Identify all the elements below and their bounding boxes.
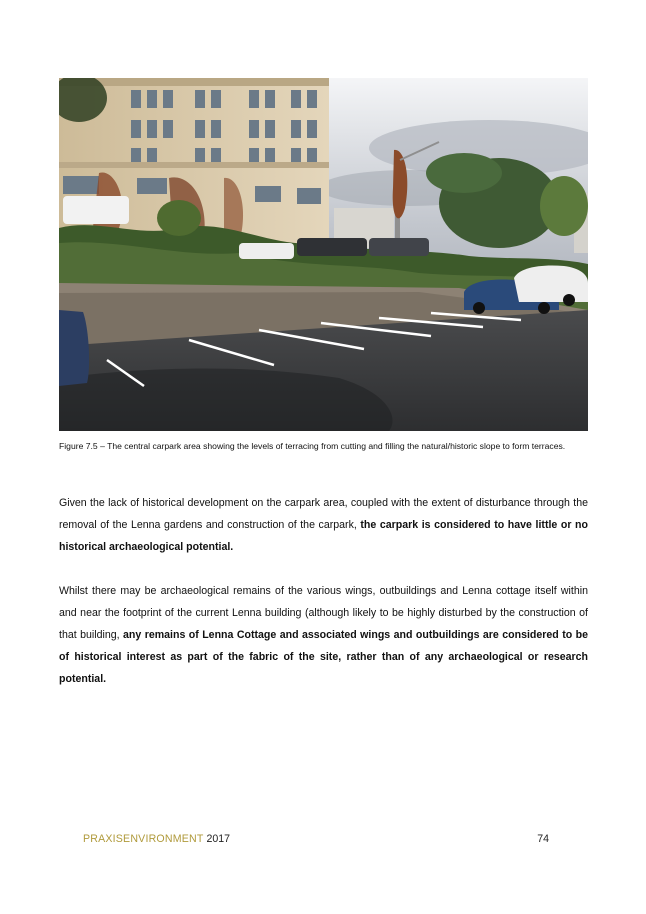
page-footer xyxy=(83,831,549,847)
footer-org-name: PRAXISENVIRONMENT xyxy=(83,833,204,845)
figure-caption: Figure 7.5 – The central carpark area showing the levels of terracing from cutting and filling the natural/historic slope to form terraces. xyxy=(59,441,566,451)
para1-text: Given the lack of historical development on the carpark area, coupled with the extent of disturbance through the removal of the Lenna gardens and construction of the carpark, xyxy=(59,497,588,531)
carpark-photo xyxy=(59,78,588,431)
body-paragraph-1 xyxy=(59,492,588,558)
body-paragraph-2 xyxy=(59,580,588,690)
para2-bold-text: any remains of Lenna Cottage and associated wings and outbuildings are considered to be of historical interest as part of the fabric of the site, rather than of any archaeological or research potential. xyxy=(59,629,588,685)
para1-bold-text: the carpark is considered to have little or no historical archaeological potential. xyxy=(59,519,588,553)
footer-year: 2017 xyxy=(206,833,231,845)
page-number: 74 xyxy=(537,833,549,845)
para2-text: Whilst there may be archaeological remains of the various wings, outbuildings and Lenna cottage itself within and near the footprint of the current Lenna building (although likely to be highly disturbed by the construction of that building, xyxy=(59,585,588,641)
